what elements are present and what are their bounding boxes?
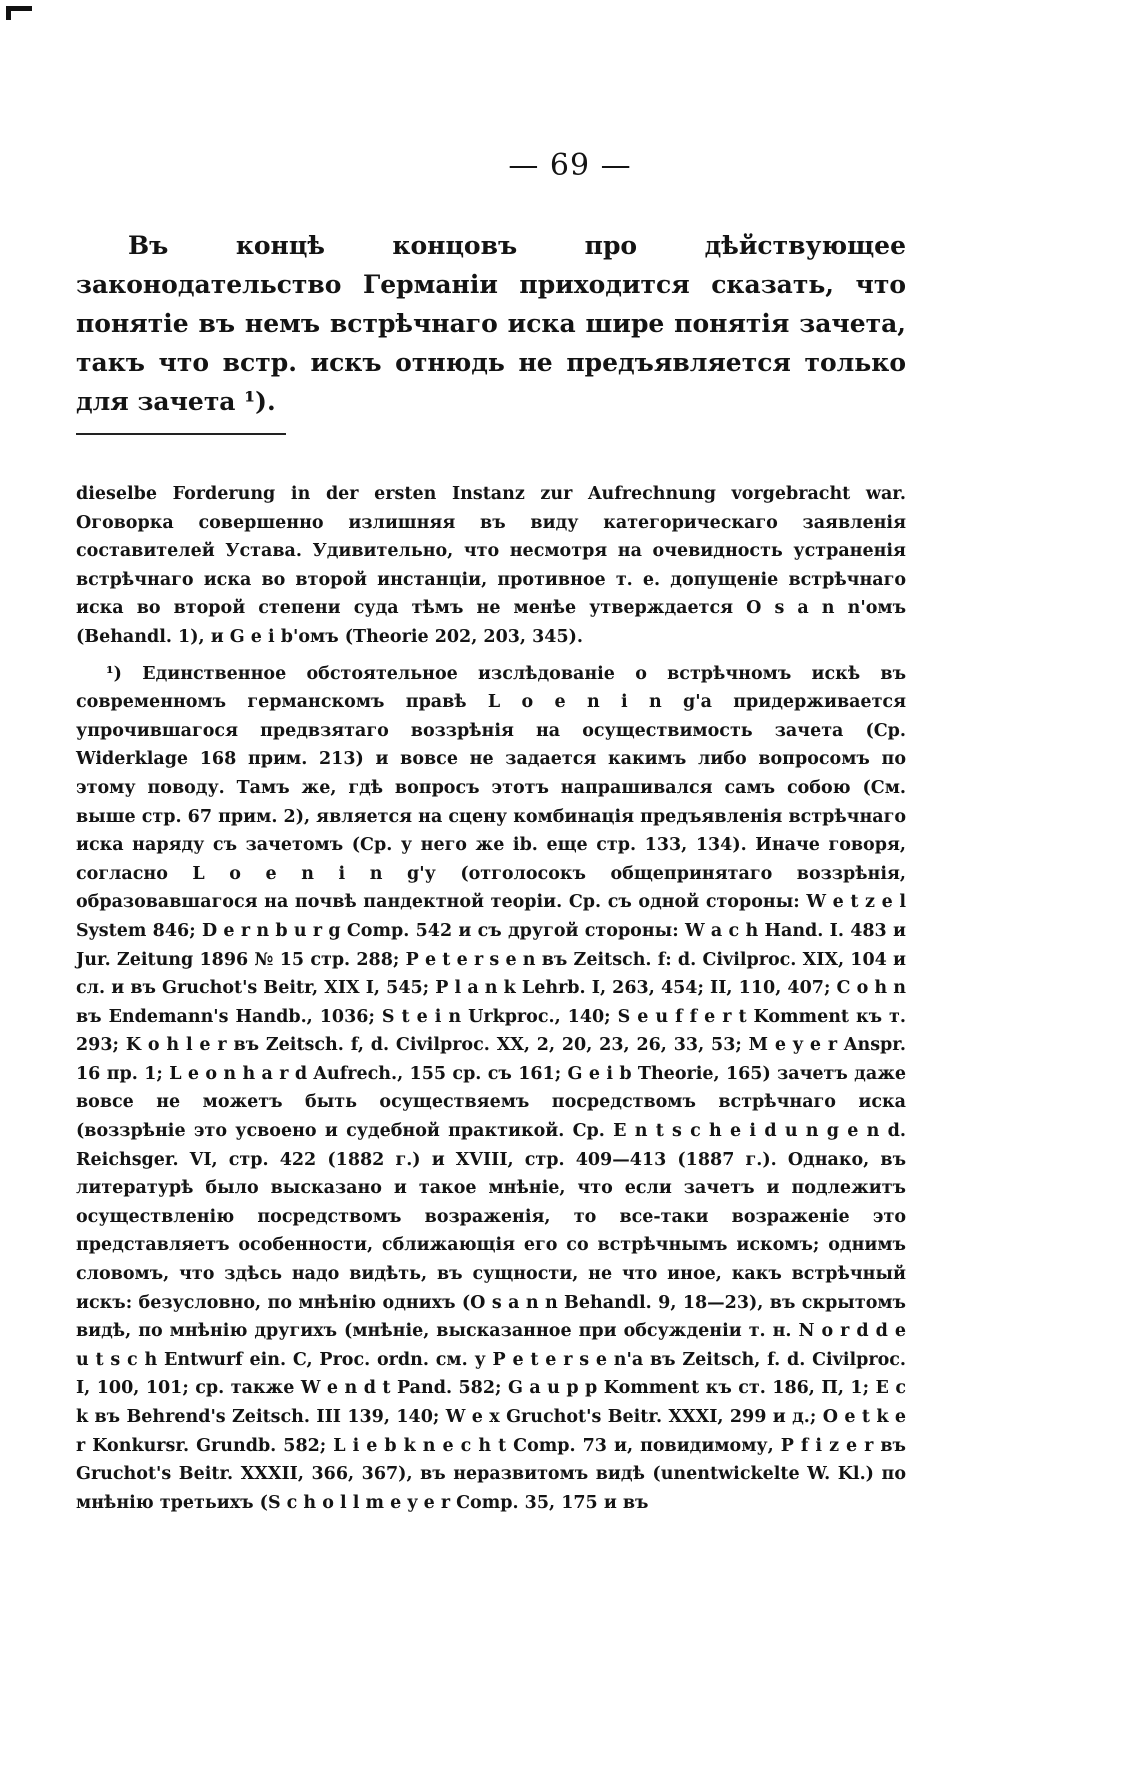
- body-text: Въ концѣ концовъ про дѣйствующее законодательство Германіи приходится сказать, что понятіе въ немъ встрѣчнаго иска шире понятія зачета, такъ что встр. искъ отнюдь не предъявляется только для зачета ¹).: [76, 231, 906, 416]
- footnote-1: ¹) Единственное обстоятельное изслѣдованіе о встрѣчномъ искѣ въ современномъ германскомъ правѣ L o e n i n g'а придерживается упрочившагося предвзятаго воззрѣнія на осуществимость зачета (Ср. Widerklage 168 прим. 213) и вовсе не задается какимъ либо вопросомъ по этому поводу. Тамъ же, гдѣ вопросъ этотъ напрашивался самъ собою (См. выше стр. 67 прим. 2), является на сцену комбинація предъявленія встрѣчнаго иска наряду съ зачетомъ (Ср. у него же ib. еще стр. 133, 134). Иначе говоря, согласно L o e n i n g'у (отголосокъ общепринятаго воззрѣнія, образовавшагося на почвѣ пандектной теоріи. Ср. съ одной стороны: W e t z e l System 846; D e r n b u r g Comp. 542 и съ другой стороны: W a c h Hand. I. 483 и Jur. Zeitung 1896 № 15 стр. 288; P e t e r s e n въ Zeitsch. f: d. Civilproc. XIX, 104 и сл. и въ Gruchot's Beitr, XIX I, 545; P l a n k Lehrb. I, 263, 454; II, 110, 407; C o h n въ Endemann's Handb., 1036; S t e i n Urkproc., 140; S e u f f e r t Komment къ т. 293; K o h l e r въ Zeitsch. f, d. Civilproc. XX, 2, 20, 23, 26, 33, 53; M e y e r Anspr. 16 пр. 1; L e o n h a r d Aufrech., 155 ср. съ 161; G e i b Theorie, 165) зачетъ даже вовсе не можетъ быть осуществяемъ посредствомъ встрѣчнаго иска (воззрѣніе это усвоено и судебной практикой. Ср. E n t s c h e i d u n g e n d. Reichsger. VI, стр. 422 (1882 г.) и XVIII, стр. 409—413 (1887 г.). Однако, въ литературѣ было высказано и такое мнѣніе, что если зачетъ и подлежитъ осуществленію посредствомъ возраженія, то все-таки возраженіе это представляетъ особенности, сближающія его со встрѣчнымъ искомъ; однимъ словомъ, что здѣсь надо видѣть, въ сущности, не что иное, какъ встрѣчный искъ: безусловно, по мнѣнію однихъ (O s a n n Behandl. 9, 18—23), въ скрытомъ видѣ, по мнѣнію другихъ (мнѣніе, высказанное при обсужденіи т. н. N o r d d e u t s c h Entwurf ein. C, Proc. ordn. см. у P e t e r s e n'а въ Zeitsch, f. d. Civilproc. I, 100, 101; ср. также W e n d t Pand. 582; G a u p p Komment къ ст. 186, П, 1; E c k въ Behrend's Zeitsch. III 139, 140; W e x Gruchot's Beitr. XXXI, 299 и д.; O e t k e r Konkursr. Grundb. 582; L i e b k n e c h t Comp. 73 и, повидимому, P f i z e r въ Gruchot's Beitr. XXXII, 366, 367), въ неразвитомъ видѣ (unentwickelte W. Kl.) по мнѣнію третьихъ (S c h o l l m e y e r Comp. 35, 175 и въ: [76, 663, 906, 1513]
- footnote-divider: [76, 433, 286, 435]
- main-paragraph: [76, 226, 906, 421]
- footnotes: [76, 480, 906, 1517]
- footnote-continuation: dieselbe Forderung in der ersten Instanz zur Aufrechnung vorgebracht war. Оговорка совершенно излишняя въ виду категорическаго заявленія составителей Устава. Удивительно, что несмотря на очевидность устраненія встрѣчнаго иска во второй инстанціи, противное т. е. допущеніе встрѣчнаго иска во второй степени суда тѣмъ не менѣе утверждается О s a n n'омъ (Behandl. 1), и G e i b'омъ (Theorie 202, 203, 345).: [76, 484, 906, 647]
- scan-artifact: [6, 6, 11, 20]
- page-number: — 69 —: [508, 148, 632, 183]
